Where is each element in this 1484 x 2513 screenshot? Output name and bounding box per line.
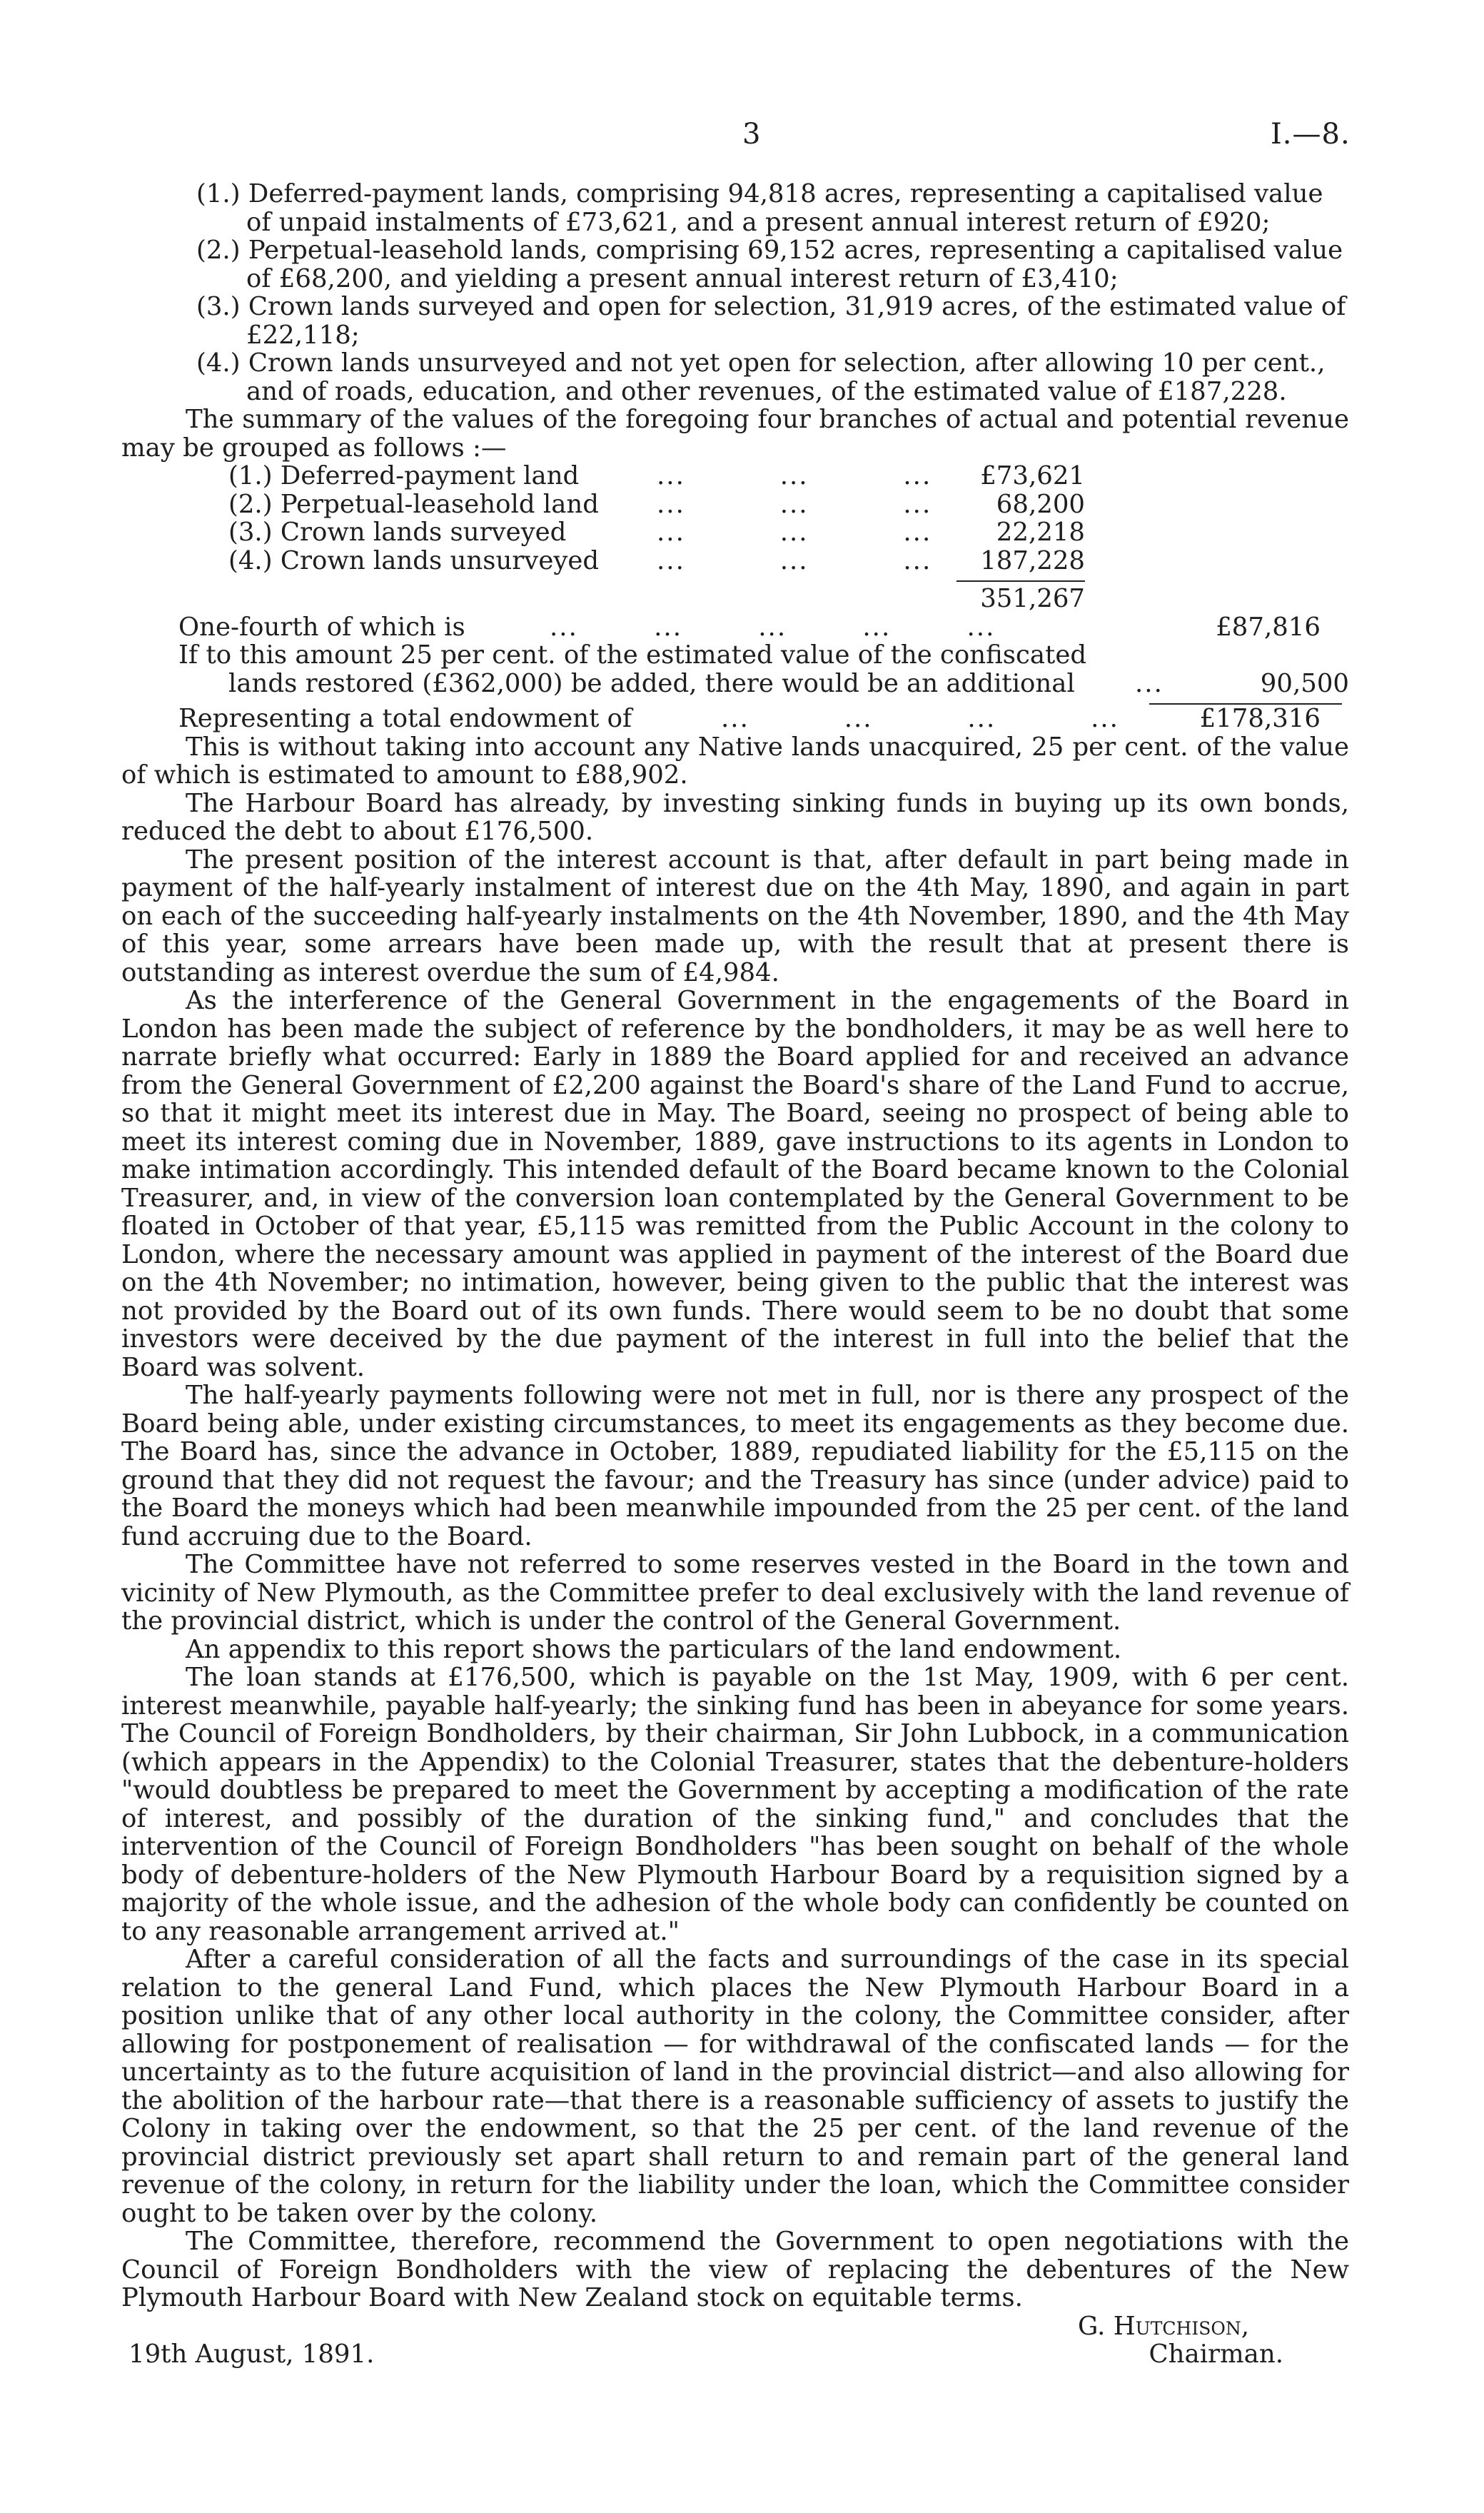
document-reference: I.—8. — [1271, 118, 1351, 151]
summary-dots: ... ... ... — [657, 545, 932, 575]
total-endowment-label: Representing a total endowment of — [178, 704, 632, 733]
additional-line-2: lands restored (£362,000) be added, there would be an additional — [228, 668, 1075, 698]
paragraph-half-yearly-payments: The half-yearly payments following were not met in full, nor is there any prospect of the Board being able, under existing circumstances, to meet its engagements as they become due. The Board has, since the advance in October, 1889, repudiated liability for the £5,115 on the ground that they did not request the favour; and the Treasury has since (under advice) paid to the Board the moneys which had been meanwhile impounded from the 25 per cent. of the land fund accruing due to the Board. — [121, 1381, 1349, 1551]
paragraph-consideration: After a careful consideration of all the facts and surroundings of the case in its special relation to the general Land Fund, which places the New Plymouth Harbour Board in a position unlike that of any other local authority in the colony, the Committee consider, after allowing for postponement of realisation — for withdrawal of the confiscated lands — for the uncertainty as to the future acquisition of land in the provincial district—and also allowing for the abolition of the harbour rate—that there is a reasonable sufficiency of assets to justify the Colony in taking over the endowment, so that the 25 per cent. of the land revenue of the provincial district previously set apart shall return to and remain part of the general land revenue of the colony, in return for the liability under the loan, which the Committee consider ought to be taken over by the colony. — [121, 1945, 1349, 2228]
additional-line-1: If to this amount 25 per cent. of the estimated value of the confiscated — [178, 640, 1087, 670]
report-date: 19th August, 1891. — [128, 2339, 375, 2369]
land-item-2: (2.) Perpetual-leasehold lands, comprising 69,152 acres, representing a capitalised value of £68,200, and yielding a present annual interest return of £3,410; — [196, 236, 1343, 293]
one-fourth-dots: ... ... ... ... ... — [550, 612, 996, 642]
land-item-4: (4.) Crown lands unsurveyed and not yet open for selection, after allowing 10 per cent., and of roads, education, and other revenues, of the estimated value of £187,228. — [196, 348, 1326, 406]
summary-label: (1.) Deferred-payment land — [228, 461, 580, 490]
summary-label: (2.) Perpetual-leasehold land — [228, 489, 599, 519]
summary-label: (4.) Crown lands unsurveyed — [228, 545, 600, 575]
paragraph-appendix: An appendix to this report shows the particulars of the land endowment. — [186, 1634, 1122, 1664]
summary-dots: ... ... ... — [657, 489, 932, 519]
page-number: 3 — [742, 118, 761, 151]
signature-block — [121, 2312, 1349, 2370]
summary-row — [228, 490, 1199, 519]
summary-row — [228, 518, 1199, 547]
paragraph-loan: The loan stands at £176,500, which is payable on the 1st May, 1909, with 6 per cent. interest meanwhile, payable half-yearly; the sinking fund has been in abeyance for some years. The Council of Foreign Bondholders, by their chairman, Sir John Lubbock, in a communication (which appears in the Appendix) to the Colonial Treasurer, states that the debenture-holders "would doubtless be prepared to meet the Government by accepting a modification of the rate of interest, and possibly of the duration of the sinking fund," and concludes that the intervention of the Council of Foreign Bondholders "has been sought on behalf of the whole body of debenture-holders of the New Plymouth Harbour Board by a requisition signed by a majority of the whole issue, and the adhesion of the whole body can confidently be counted on to any reasonable arrangement arrived at." — [121, 1663, 1349, 1946]
paragraph-reserves: The Committee have not referred to some reserves vested in the Board in the town and vicinity of New Plymouth, as the Committee prefer to deal exclusively with the land revenue of the provincial district, which is under the control of the General Government. — [121, 1550, 1349, 1636]
one-fourth-amount: £87,816 — [1216, 612, 1321, 642]
summary-amount: 187,228 — [980, 545, 1085, 575]
paragraph-native-lands: This is without taking into account any Native lands unacquired, 25 per cent. of the value of which is estimated to amount to £88,902. — [121, 732, 1349, 790]
summary-amount: 68,200 — [996, 489, 1085, 519]
summary-intro: The summary of the values of the foregoing four branches of actual and potential revenue may be grouped as follows :— — [121, 405, 1349, 463]
land-item-3: (3.) Crown lands surveyed and open for selection, 31,919 acres, of the estimated value of £22,118; — [196, 292, 1346, 350]
summary-total: 351,267 — [956, 580, 1085, 613]
total-endowment-dots: ... ... ... ... — [721, 704, 1119, 733]
signatory-role: Chairman. — [1149, 2339, 1283, 2369]
total-endowment-row — [178, 705, 1349, 733]
additional-dots: ... — [1135, 668, 1164, 698]
summary-label: (3.) Crown lands surveyed — [228, 518, 567, 547]
paragraph-recommendation: The Committee, therefore, recommend the Government to open negotiations with the Council of Foreign Bondholders with the view of replacing the debentures of the New Plymouth Harbour Board with New Zealand stock on equitable terms. — [121, 2227, 1349, 2312]
summary-amount: £73,621 — [980, 461, 1085, 490]
summary-row — [228, 547, 1199, 575]
one-fourth-row — [178, 613, 1349, 642]
additional-row — [228, 670, 1349, 698]
summary-amount: 22,218 — [996, 518, 1085, 547]
paragraph-government-interference: As the interference of the General Government in the engagements of the Board in London has been made the subject of reference by the bondholders, it may be as well here to narrate briefly what occurred: Early in 1889 the Board applied for and received an advance from the General Government of £2,200 against the Board's share of the Land Fund to accrue, so that it might meet its interest due in May. The Board, seeing no prospect of being able to meet its interest coming due in November, 1889, gave instructions to its agents in London to make intimation accordingly. This intended default of the Board became known to the Colonial Treasurer, and, in view of the conversion loan contemplated by the General Government to be floated in October of that year, £5,115 was remitted from the Public Account in the colony to London, where the necessary amount was applied in payment of the interest of the Board due on the 4th November; no intimation, however, being given to the public that the interest was not provided by the Board out of its own funds. There would seem to be no doubt that some investors were deceived by the due payment of the interest in full into the belief that the Board was solvent. — [121, 986, 1349, 1382]
one-fourth-label: One-fourth of which is — [178, 612, 465, 642]
additional-amount: 90,500 — [1260, 668, 1349, 698]
total-endowment-amount: £178,316 — [1199, 704, 1321, 733]
land-item-1: (1.) Deferred-payment lands, comprising 94,818 acres, representing a capitalised value of unpaid instalments of £73,621, and a present annual interest return of £920; — [196, 179, 1323, 237]
signatory-name: G. Hutchison, — [1078, 2311, 1249, 2341]
summary-dots: ... ... ... — [657, 461, 932, 490]
summary-row — [228, 462, 1199, 490]
summary-total-row — [228, 580, 1199, 613]
summary-table — [121, 462, 1199, 613]
summary-dots: ... ... ... — [657, 518, 932, 547]
paragraph-harbour-board-debt: The Harbour Board has already, by investing sinking funds in buying up its own bonds, reduced the debt to about £176,500. — [121, 788, 1349, 846]
paragraph-interest-account: The present position of the interest account is that, after default in part being made in payment of the half-yearly instalment of interest due on the 4th May, 1890, and again in part on each of the succeeding half-yearly instalments on the 4th November, 1890, and the 4th May of this year, some arrears have been made up, with the result that at present there is outstanding as interest overdue the sum of £4,984. — [121, 845, 1349, 987]
report-body — [121, 180, 1349, 2370]
